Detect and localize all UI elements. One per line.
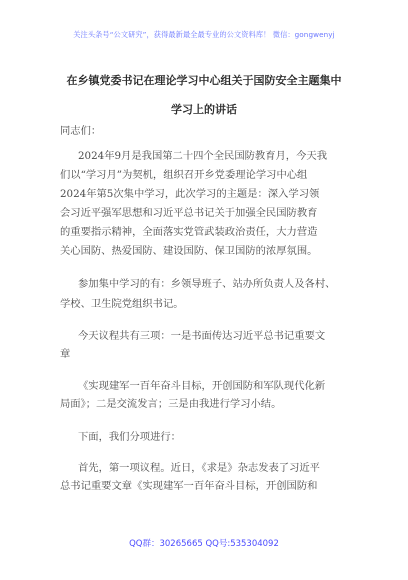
body-line: 局面》；二是交流发言；三是由我进行学习小结。 (60, 398, 282, 410)
body-line: 们以“学习月”为契机，组织召开乡党委理论学习中心组 (60, 169, 308, 181)
footer-contact-info: QQ群：30265665 QQ号:535304092 (129, 539, 279, 549)
body-line: 会习近平强军思想和习近平总书记关于加强全民国防教育 (60, 207, 318, 219)
document-title-line-1: 在乡镇党委书记在理论学习中心组关于国防安全主题集中 (66, 74, 342, 87)
document-title-line-2: 学习上的讲话 (171, 103, 237, 116)
body-line: 总书记重要文章《实现建军一百年奋斗目标，开创国防和 (60, 480, 318, 492)
body-line: 学校、卫生院党组织书记。 (60, 298, 184, 310)
body-line-salutation: 同志们： (60, 125, 102, 137)
body-line: 今天议程共有三项：一是书面传达习近平总书记重要文 (78, 330, 326, 342)
body-line: 章 (60, 348, 71, 360)
body-line: 下面，我们分项进行： (78, 431, 181, 443)
body-line: 首先，第一项议程。近日，《求是》杂志发表了习近平 (78, 462, 320, 474)
body-line: 《实现建军一百年奋斗目标，开创国防和军队现代化新 (78, 380, 326, 392)
body-line: 的重要指示精神，全面落实党管武装政治责任，大力营造 (60, 226, 318, 238)
body-line: 2024年第5次集中学习，此次学习的主题是：深入学习领 (60, 188, 320, 200)
body-line: 参加集中学习的有：乡领导班子、站办所负责人及各村、 (78, 278, 336, 290)
body-line: 关心国防、热爱国防、建设国防、保卫国防的浓厚氛围。 (60, 245, 318, 257)
header-promo-note: 关注头条号“公文研究”，获得最新最全最专业的公文资料库！ 微信：gongwenyj (73, 30, 335, 39)
body-line: 2024年9月是我国第二十四个全民国防教育月，今天我 (78, 150, 327, 162)
